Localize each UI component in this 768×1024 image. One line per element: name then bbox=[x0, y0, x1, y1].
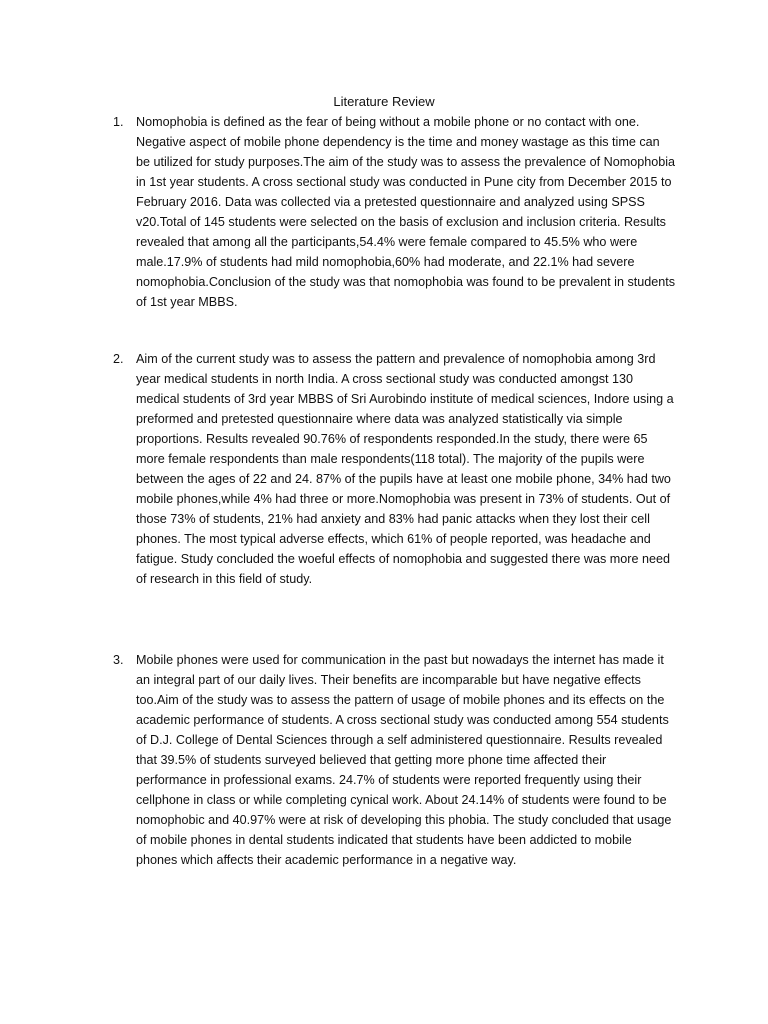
list-item bbox=[113, 112, 676, 312]
list-item-text: Mobile phones were used for communication in the past but nowadays the internet has made it an integral part of our daily lives. Their benefits are incomparable but have negative effects too.Aim of the study was to assess the pattern of usage of mobile phones and its effects on the academic performance of students. A cross sectional study was conducted among 554 students of D.J. College of Dental Sciences through a self administered questionnaire. Results revealed that 39.5% of students surveyed believed that getting more phone time affected their performance in professional exams. 24.7% of students were reported frequently using their cellphone in class or while completing cynical work. About 24.14% of students were found to be nomophobic and 40.97% were at risk of developing this phobia. The study concluded that usage of mobile phones in dental students indicated that students have been addicted to mobile phones which affects their academic performance in a negative way. bbox=[136, 653, 672, 867]
list-item-number: 1. bbox=[113, 115, 124, 129]
list-item-text: Nomophobia is defined as the fear of being without a mobile phone or no contact with one. Negative aspect of mobile phone dependency is the time and money wastage as this time can be utilized for study purposes.The aim of the study was to assess the prevalence of Nomophobia in 1st year students. A cross sectional study was conducted in Pune city from December 2015 to February 2016. Data was collected via a pretested questionnaire and analyzed using SPSS v20.Total of 145 students were selected on the basis of exclusion and inclusion criteria. Results revealed that among all the participants,54.4% were female compared to 45.5% who were male.17.9% of students had mild nomophobia,60% had moderate, and 22.1% had severe nomophobia.Conclusion of the study was that nomophobia was found to be prevalent in students of 1st year MBBS. bbox=[136, 115, 676, 309]
list-item-text: Aim of the current study was to assess the pattern and prevalence of nomophobia among 3rd year medical students in north India. A cross sectional study was conducted amongst 130 medical students of 3rd year MBBS of Sri Aurobindo institute of medical sciences, Indore using a preformed and pretested questionnaire where data was analyzed statistically via simple proportions. Results revealed 90.76% of respondents responded.In the study, there were 65 more female respondents than male respondents(118 total). The majority of the pupils were between the ages of 22 and 24. 87% of the pupils have at least one mobile phone, 34% had two mobile phones,while 4% had three or more.Nomophobia was present in 73% of students. Out of those 73% of students, 21% had anxiety and 83% had panic attacks when they lost their cell phones. The most typical adverse effects, which 61% of people reported, was headache and fatigue. Study concluded the woeful effects of nomophobia and suggested there was more need of research in this field of study. bbox=[136, 352, 674, 586]
page-title: Literature Review bbox=[333, 94, 435, 109]
list-item bbox=[113, 650, 672, 870]
list-item-number: 3. bbox=[113, 653, 124, 667]
list-item bbox=[113, 349, 674, 589]
list-item-number: 2. bbox=[113, 352, 124, 366]
